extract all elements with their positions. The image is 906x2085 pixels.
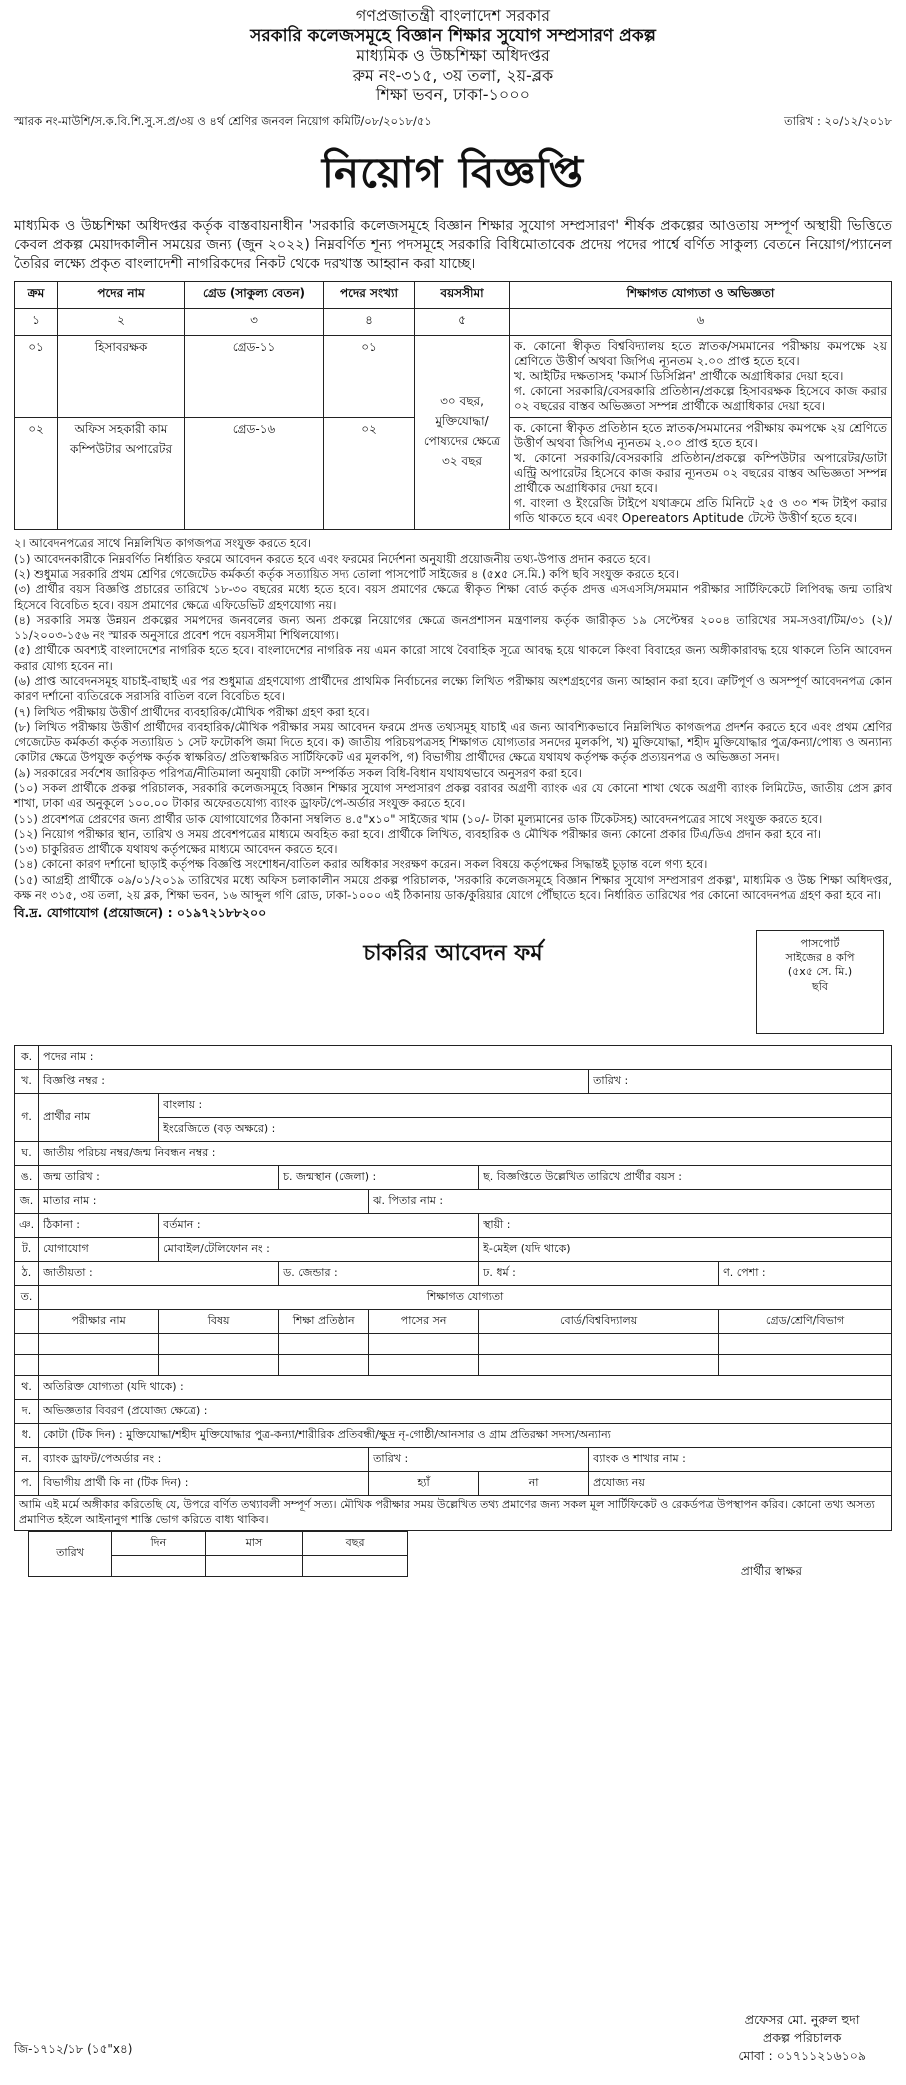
memo-date: তারিখ : ২০/১২/২০১৮ bbox=[784, 113, 892, 128]
row-grade: গ্রেড-১৬ bbox=[185, 418, 324, 530]
edu-cell[interactable] bbox=[479, 1333, 719, 1354]
religion-field[interactable]: ঢ. ধর্ম : bbox=[479, 1261, 719, 1285]
month-input[interactable] bbox=[205, 1555, 302, 1576]
birth-date-field[interactable]: জন্ম তারিখ : bbox=[39, 1165, 279, 1189]
applicant-name-label: প্রার্থীর নাম bbox=[39, 1093, 159, 1141]
vacancy-table bbox=[14, 281, 892, 530]
edu-cell[interactable] bbox=[39, 1354, 159, 1375]
memo-line bbox=[14, 113, 892, 132]
occupation-field[interactable]: ণ. পেশা : bbox=[719, 1261, 892, 1285]
row-grade: গ্রেড-১১ bbox=[185, 336, 324, 418]
header-line-3: মাধ্যমিক ও উচ্চশিক্ষা অধিদপ্তর bbox=[356, 46, 550, 66]
col-number: ৪ bbox=[324, 309, 415, 336]
edu-col-exam: পরীক্ষার নাম bbox=[39, 1309, 159, 1333]
day-input[interactable] bbox=[112, 1555, 206, 1576]
bank-branch-field[interactable]: ব্যাংক ও শাখার নাম : bbox=[589, 1447, 892, 1471]
signatory-designation: প্রকল্প পরিচালক bbox=[762, 2029, 842, 2045]
form-row bbox=[15, 1447, 892, 1471]
col-post-count: পদের সংখ্যা bbox=[324, 282, 415, 309]
form-row bbox=[15, 1093, 892, 1117]
edu-col-subject: বিষয় bbox=[159, 1309, 279, 1333]
edu-cell[interactable] bbox=[159, 1354, 279, 1375]
permanent-address-field[interactable]: স্থায়ী : bbox=[479, 1213, 892, 1237]
edu-cell[interactable] bbox=[279, 1333, 369, 1354]
form-title: চাকরির আবেদন ফর্ম bbox=[363, 940, 543, 966]
photo-label: পাসপোর্ট bbox=[800, 936, 840, 950]
photo-label: (৫x৫ সে. মি.) bbox=[787, 965, 853, 979]
col-qualification: শিক্ষাগত যোগ্যতা ও অভিজ্ঞতা bbox=[510, 282, 892, 309]
row-key: জ. bbox=[15, 1189, 39, 1213]
edu-col-year: পাসের সন bbox=[369, 1309, 479, 1333]
month-label: মাস bbox=[205, 1531, 302, 1555]
condition-item: (৫) প্রার্থীকে অবশ্যই বাংলাদেশের নাগরিক হতে হবে। বাংলাদেশের নাগরিক নয় এমন কারো সাথে বৈবাহিক সূত্রে আবদ্ধ হয়ে থাকলে কিংবা বিবাহের জন্য অঙ্গীকারাবদ্ধ হয়ে থাকলে তিনি আবেদন করার যোগ্য হবেন না। bbox=[14, 643, 892, 673]
row-key: ঞ. bbox=[15, 1213, 39, 1237]
form-row bbox=[15, 1375, 892, 1399]
quota-field[interactable]: কোটা (টিক দিন) : মুক্তিযোদ্ধা/শহীদ মুক্তিযোদ্ধার পুত্র-কন্যা/শারীরিক প্রতিবন্ধী/ক্ষুদ্র নৃ-গোষ্ঠী/আনসার ও গ্রাম প্রতিরক্ষা সদস্য/অন্যান্য bbox=[39, 1423, 892, 1447]
row-key: ঙ. bbox=[15, 1165, 39, 1189]
row-post-name: অফিস সহকারী কাম কম্পিউটার অপারেটর bbox=[58, 418, 185, 530]
edu-col-institution: শিক্ষা প্রতিষ্ঠান bbox=[279, 1309, 369, 1333]
row-qualification bbox=[510, 336, 892, 418]
condition-item: (১০) সকল প্রার্থীকে প্রকল্প পরিচালক, সরকারি কলেজসমূহে বিজ্ঞান শিক্ষার সুযোগ সম্প্রসারণ প্রকল্প বরাবর অগ্রণী ব্যাংক এর যে কোনো শাখা থেকে অগ্রণী ব্যাংক লিমিটেড, জাতীয় প্রেস ক্লাব শাখা, ঢাকা এর অনুকূলে ১০০.০০ টাকার অফেরতযোগ্য ব্যাংক ড্রাফট/পে-অর্ডার সংযুক্ত করতে হবে। bbox=[14, 780, 892, 811]
present-address-field[interactable]: বর্তমান : bbox=[159, 1213, 479, 1237]
form-row bbox=[15, 1471, 892, 1495]
email-field[interactable]: ই-মেইল (যদি থাকে) bbox=[479, 1237, 892, 1261]
row-key bbox=[15, 1333, 39, 1354]
year-input[interactable] bbox=[303, 1555, 408, 1576]
row-key: গ. bbox=[15, 1093, 39, 1141]
condition-item: (১১) প্রবেশপত্র প্রেরণের জন্য প্রার্থীর ডাক যোগাযোগের ঠিকানা সম্বলিত ৪.৫"x১০" সাইজের খাম (১০/- টাকা মূল্যমানের ডাক টিকেটসহ) আবেদনপত্রের সাথে সংযুক্ত করতে হবে। bbox=[14, 811, 823, 826]
form-row bbox=[15, 1045, 892, 1069]
nationality-field[interactable]: জাতীয়তা : bbox=[39, 1261, 279, 1285]
condition-item: (১৪) কোনো কারণ দর্শানো ছাড়াই কর্তৃপক্ষ বিজ্ঞপ্তি সংশোধন/বাতিল করার অধিকার সংরক্ষণ করেন। সকল বিষয়ে কর্তৃপক্ষের সিদ্ধান্তই চূড়ান্ত বলে গণ্য হবে। bbox=[14, 857, 708, 872]
birth-district-field[interactable]: চ. জন্মস্থান (জেলা) : bbox=[279, 1165, 479, 1189]
recruitment-notice-page bbox=[0, 6, 906, 2085]
row-serial: ০২ bbox=[15, 418, 58, 530]
edu-col-grade: গ্রেড/শ্রেণি/বিভাগ bbox=[719, 1309, 892, 1333]
mother-name-field[interactable]: মাতার নাম : bbox=[39, 1189, 369, 1213]
application-form bbox=[14, 936, 892, 1577]
name-english-field[interactable]: ইংরেজিতে (বড় অক্ষরে) : bbox=[159, 1117, 892, 1141]
row-key: ন. bbox=[15, 1447, 39, 1471]
declaration-text: আমি এই মর্মে অঙ্গীকার করিতেছি যে, উপরে বর্ণিত তথ্যাবলী সম্পূর্ণ সত্য। মৌখিক পরীক্ষার সময় উল্লেখিত তথ্য প্রমাণের জন্য সকল মূল সার্টিফিকেট ও রেকর্ডপত্র উপস্থাপন করিব। কোনো তথ্য অসত্য প্রমাণিত হইলে আইনানুগ শাস্তি ভোগ করিতে বাধ্য থাকিব। bbox=[15, 1495, 892, 1530]
row-key bbox=[15, 1309, 39, 1333]
additional-qualification-field[interactable]: অতিরিক্ত যোগ্যতা (যদি থাকে) : bbox=[39, 1375, 892, 1399]
qualification-item: খ. কোনো সরকারি/বেসরকারি প্রতিষ্ঠান/প্রকল্পে কম্পিউটার অপারেটর/ডাটা এন্ট্রি অপারেটর হিসেবে কাজ করার ন্যূনতম ০২ বছরের বাস্তব অভিজ্ঞতা সম্পন্ন প্রার্থীকে অগ্রাধিকার দেয়া হবে। bbox=[514, 451, 887, 496]
name-bangla-field[interactable]: বাংলায় : bbox=[159, 1093, 892, 1117]
col-grade: গ্রেড (সাকুল্য বেতন) bbox=[185, 282, 324, 309]
col-number: ২ bbox=[58, 309, 185, 336]
edu-cell[interactable] bbox=[369, 1333, 479, 1354]
edu-cell[interactable] bbox=[159, 1333, 279, 1354]
row-serial: ০১ bbox=[15, 336, 58, 418]
row-post-count: ০২ bbox=[324, 418, 415, 530]
qualification-item: খ. আইটির দক্ষতাসহ 'কমার্স ডিসিপ্লিন' প্রার্থীকে অগ্রাধিকার দেয়া হবে। bbox=[514, 369, 844, 384]
year-label: বছর bbox=[303, 1531, 408, 1555]
form-row bbox=[15, 1189, 892, 1213]
row-key: ক. bbox=[15, 1045, 39, 1069]
photo-label: সাইজের ৪ কপি bbox=[785, 951, 855, 965]
condition-item: (৮) লিখিত পরীক্ষায় উত্তীর্ণ প্রার্থীদের ব্যবহারিক/মৌখিক পরীক্ষার সময় আবেদন ফরমে প্রদত্ত তথ্যসমূহ যাচাই এর জন্য আবশ্যিকভাবে নিম্নলিখিত কাগজপত্র প্রদর্শন করতে হবে এবং প্রথম শ্রেণির গেজেটেড কর্মকর্তা কর্তৃক সত্যায়িত ১ সেট ফটোকপি জমা দিতে হবে। ক) জাতীয় পরিচয়পত্রসহ শিক্ষাগত যোগ্যতার সনদের মূলকপি, খ) মুক্তিযোদ্ধা, শহীদ মুক্তিযোদ্ধার পুত্র/কন্যা/পোষ্য ও অন্যান্য কোটার ক্ষেত্রে উপযুক্ত কর্তৃপক্ষ কর্তৃক স্বাক্ষরিত/ প্রতিস্বাক্ষরিত সার্টিফিকেট এর মূলকপি, গ) বিভাগীয় প্রার্থীদের ক্ষেত্রে যথাযথ কর্তৃপক্ষ কর্তৃক প্রত্যয়নপত্র ও অভিজ্ঞতা সনদ। bbox=[14, 719, 892, 765]
contact-note: বি.দ্র. যোগাযোগ (প্রয়োজনে) : ০১৯৭২১৮৮২০০ bbox=[14, 905, 267, 921]
qualification-item: ক. কোনো স্বীকৃত প্রতিষ্ঠান হতে স্নাতক/সমমানের পরীক্ষায় কমপক্ষে ২য় শ্রেণিতে উত্তীর্ণ অথবা জিপিএ ন্যূনতম ২.০০ প্রাপ্ত হতে হবে। bbox=[514, 421, 887, 451]
row-key: খ. bbox=[15, 1069, 39, 1093]
header-line-4: রুম নং-৩১৫, ৩য় তলা, ২য়-ব্লক bbox=[352, 65, 554, 85]
date-table bbox=[28, 1531, 408, 1577]
phone-field[interactable]: মোবাইল/টেলিফোন নং : bbox=[159, 1237, 479, 1261]
qualification-item: গ. কোনো সরকারি/বেসরকারি প্রতিষ্ঠান/প্রকল্পে হিসাবরক্ষক হিসেবে কাজ করার ০২ বছরের বাস্তব অভিজ্ঞতা সম্পন্ন প্রার্থীকে অগ্রাধিকার দেয়া হবে। bbox=[514, 384, 887, 414]
form-row bbox=[15, 1423, 892, 1447]
form-row bbox=[15, 1285, 892, 1309]
row-post-count: ০১ bbox=[324, 336, 415, 418]
education-blank-row bbox=[15, 1354, 892, 1375]
day-label: দিন bbox=[112, 1531, 206, 1555]
form-row bbox=[15, 1237, 892, 1261]
col-number: ৬ bbox=[510, 309, 892, 336]
form-row bbox=[15, 1069, 892, 1093]
row-key: ঠ. bbox=[15, 1261, 39, 1285]
memo-reference: স্মারক নং-মাউশি/স.ক.বি.শি.সু.স.প্র/৩য় ও ৪র্থ শ্রেণির জনবল নিয়োগ কমিটি/০৮/২০১৮/৫১ bbox=[14, 113, 432, 128]
col-age-limit: বয়সসীমা bbox=[415, 282, 510, 309]
condition-item: (৬) প্রাপ্ত আবেদনসমূহ যাচাই-বাছাই এর পর শুধুমাত্র গ্রহণযোগ্য প্রার্থীদের প্রাথমিক নির্বাচনের লক্ষ্যে লিখিত পরীক্ষায় অংশগ্রহণের জন্য আহ্বান করা হবে। ত্রুটিপূর্ণ ও অসম্পূর্ণ আবেদনপত্র কোন কারণ দর্শানো ব্যতিরেকে সরাসরি বাতিল বলে বিবেচিত হবে। bbox=[14, 674, 892, 704]
date-label: তারিখ bbox=[29, 1531, 112, 1576]
father-name-field[interactable]: ঝ. পিতার নাম : bbox=[369, 1189, 892, 1213]
signatory-mobile: মোবা : ০১৭১১২১৬১০৯ bbox=[738, 2047, 866, 2063]
option-no[interactable]: না bbox=[479, 1471, 589, 1495]
vacancy-table-header bbox=[15, 282, 892, 309]
form-row bbox=[15, 1495, 892, 1530]
gender-field[interactable]: ড. জেন্ডার : bbox=[279, 1261, 479, 1285]
col-number: ৫ bbox=[415, 309, 510, 336]
edu-col-board: বোর্ড/বিশ্ববিদ্যালয় bbox=[479, 1309, 719, 1333]
office-header bbox=[14, 6, 892, 105]
col-number: ১ bbox=[15, 309, 58, 336]
form-row bbox=[15, 1309, 892, 1333]
condition-item: (১৩) চাকুরিরত প্রার্থীকে যথাযথ কর্তৃপক্ষের মাধ্যমে আবেদন করতে হবে। bbox=[14, 842, 338, 857]
row-qualification bbox=[510, 418, 892, 530]
edu-cell[interactable] bbox=[39, 1333, 159, 1354]
col-post-name: পদের নাম bbox=[58, 282, 185, 309]
condition-item: (১) আবেদনকারীকে নিম্নবর্ণিত নির্ধারিত ফরমে আবেদন করতে হবে এবং ফরমের নির্দেশনা অনুযায়ী প্রয়োজনীয় তথ্য-উপাত্ত প্রদান করতে হবে। bbox=[14, 551, 651, 566]
header-line-1: গণপ্রজাতন্ত্রী বাংলাদেশ সরকার bbox=[355, 6, 551, 25]
notice-intro: মাধ্যমিক ও উচ্চশিক্ষা অধিদপ্তর কর্তৃক বাস্তবায়নাধীন 'সরকারি কলেজসমূহে বিজ্ঞান শিক্ষার সুযোগ সম্প্রসারণ' শীর্ষক প্রকল্পের আওতায় সম্পূর্ণ অস্থায়ী ভিত্তিতে কেবল প্রকল্প মেয়াদকালীন সময়ের জন্য (জুন ২০২২) নিম্নবর্ণিত শূন্য পদসমূহে সরকারি বিধিমোতাবেক প্রদেয় পদের পার্শ্বে বর্ণিত সাকুল্য বেতনে নিয়োগ/প্যানেল তৈরির লক্ষ্যে প্রকৃত বাংলাদেশী নাগরিকদের নিকট থেকে দরখাস্ত আহ্বান করা যাচ্ছে। bbox=[14, 217, 892, 272]
row-key: থ. bbox=[15, 1375, 39, 1399]
condition-item: (১৫) আগ্রহী প্রার্থীকে ০৯/০১/২০১৯ তারিখের মধ্যে অফিস চলাকালীন সময়ে প্রকল্প পরিচালক, 'সরকারি কলেজসমূহে বিজ্ঞান শিক্ষার সুযোগ সম্প্রসারণ প্রকল্প', মাধ্যমিক ও উচ্চ শিক্ষা অধিদপ্তর, কক্ষ নং ৩১৫, ৩য় তলা, ২য় ব্লক, শিক্ষা ভবন, ১৬ আব্দুল গণি রোড, ঢাকা-১০০০ এই ঠিকানায় ডাক/কুরিয়ার যোগে পৌঁছাতে হবে। নির্ধারিত তারিখের পর কোনো আবেদনপত্র গ্রহণ করা হবে না। bbox=[14, 872, 892, 902]
notice-date-field[interactable]: তারিখ : bbox=[589, 1069, 892, 1093]
row-key: প. bbox=[15, 1471, 39, 1495]
edu-cell[interactable] bbox=[719, 1354, 892, 1375]
condition-item: (২) শুধুমাত্র সরকারি প্রথম শ্রেণির গেজেটেড কর্মকর্তা কর্তৃক সত্যায়িত সদ্য তোলা পাসপোর্ট সাইজের ৪ (৫x৫ সে.মি.) কপি ছবি সংযুক্ত করতে হবে। bbox=[14, 567, 679, 582]
bank-draft-date-field[interactable]: তারিখ : bbox=[369, 1447, 589, 1471]
address-label: ঠিকানা : bbox=[39, 1213, 159, 1237]
option-not-applicable[interactable]: প্রযোজ্য নয় bbox=[589, 1471, 892, 1495]
notice-title: নিয়োগ বিজ্ঞপ্তি bbox=[321, 147, 585, 197]
nid-field[interactable]: জাতীয় পরিচয় নম্বর/জন্ম নিবন্ধন নম্বর : bbox=[39, 1141, 892, 1165]
option-yes[interactable]: হ্যাঁ bbox=[369, 1471, 479, 1495]
qualification-item: গ. বাংলা ও ইংরেজি টাইপে যথাক্রমে প্রতি মিনিটে ২৫ ও ৩০ শব্দ টাইপ করার গতি থাকতে হবে এবং Opereators Aptitude টেস্টে উত্তীর্ণ হতে হবে। bbox=[514, 496, 887, 526]
post-name-field[interactable]: পদের নাম : bbox=[39, 1045, 892, 1069]
experience-field[interactable]: অভিজ্ঞতার বিবরণ (প্রযোজ্য ক্ষেত্রে) : bbox=[39, 1399, 892, 1423]
print-code: জি-১৭১২/১৮ (১৫"x৪) bbox=[14, 2042, 133, 2056]
photo-box bbox=[756, 930, 884, 1034]
edu-cell[interactable] bbox=[479, 1354, 719, 1375]
condition-item: (৭) লিখিত পরীক্ষায় উত্তীর্ণ প্রার্থীদের ব্যবহারিক/মৌখিক পরীক্ষা গ্রহণ করা হবে। bbox=[14, 704, 370, 719]
vacancy-column-numbers bbox=[15, 309, 892, 336]
header-line-5: শিক্ষা ভবন, ঢাকা-১০০০ bbox=[375, 85, 531, 105]
row-post-name: হিসাবরক্ষক bbox=[58, 336, 185, 418]
education-heading: শিক্ষাগত যোগ্যতা bbox=[39, 1285, 892, 1309]
condition-item: (১২) নিয়োগ পরীক্ষার স্থান, তারিখ ও সময় প্রবেশপত্রের মাধ্যমে অবহিত করা হবে। প্রার্থীকে লিখিত, ব্যবহারিক ও মৌখিক পরীক্ষার জন্য কোনো প্রকার টিএ/ডিএ প্রদান করা হবে না। bbox=[14, 826, 822, 841]
education-blank-row bbox=[15, 1333, 892, 1354]
condition-item: ২। আবেদনপত্রের সাথে নিম্নলিখিত কাগজপত্র সংযুক্ত করতে হবে। bbox=[14, 536, 312, 551]
qualification-item: ক. কোনো স্বীকৃত বিশ্ববিদ্যালয় হতে স্নাতক/সমমানের পরীক্ষায় কমপক্ষে ২য় শ্রেণিতে উত্তীর্ণ অথবা জিপিএ ন্যূনতম ২.০০ প্রাপ্ত হতে হবে। bbox=[514, 339, 887, 369]
edu-cell[interactable] bbox=[719, 1333, 892, 1354]
form-row bbox=[15, 1261, 892, 1285]
row-key: ত. bbox=[15, 1285, 39, 1309]
bank-draft-field[interactable]: ব্যাংক ড্রাফট/পেঅর্ডার নং : bbox=[39, 1447, 369, 1471]
form-row bbox=[15, 1399, 892, 1423]
row-key: দ. bbox=[15, 1399, 39, 1423]
row-age-limit: ৩০ বছর, মুক্তিযোদ্ধা/পোষ্যদের ক্ষেত্রে ৩২ বছর bbox=[415, 336, 510, 530]
signatory-block bbox=[738, 2011, 866, 2065]
form-row bbox=[15, 1141, 892, 1165]
table-row bbox=[15, 336, 892, 418]
row-key bbox=[15, 1354, 39, 1375]
form-table bbox=[14, 1045, 892, 1531]
header-line-2: সরকারি কলেজসমূহে বিজ্ঞান শিক্ষার সুযোগ সম্প্রসারণ প্রকল্প bbox=[250, 25, 656, 46]
row-key: ধ. bbox=[15, 1423, 39, 1447]
age-field[interactable]: ছ. বিজ্ঞপ্তিতে উল্লেখিত তারিখে প্রার্থীর বয়স : bbox=[479, 1165, 892, 1189]
signatory-name: প্রফেসর মো. নুরুল হুদা bbox=[744, 2011, 860, 2027]
edu-cell[interactable] bbox=[369, 1354, 479, 1375]
col-number: ৩ bbox=[185, 309, 324, 336]
notice-number-field[interactable]: বিজ্ঞপ্তি নম্বর : bbox=[39, 1069, 589, 1093]
photo-label: ছবি bbox=[812, 979, 828, 993]
form-row bbox=[15, 1213, 892, 1237]
departmental-label: বিভাগীয় প্রার্থী কি না (টিক দিন) : bbox=[39, 1471, 369, 1495]
form-row bbox=[15, 1165, 892, 1189]
conditions-list bbox=[14, 536, 892, 921]
col-serial: ক্রম bbox=[15, 282, 58, 309]
row-key: ট. bbox=[15, 1237, 39, 1261]
applicant-signature-label: প্রার্থীর স্বাক্ষর bbox=[740, 1563, 802, 1578]
condition-item: (৩) প্রার্থীর বয়স বিজ্ঞপ্তি প্রচারের তারিখে ১৮-৩০ বছরের মধ্যে হতে হবে। বয়স প্রমাণের ক্ষেত্রে স্বীকৃত শিক্ষা বোর্ড কর্তৃক প্রদত্ত এসএসসি/সমমান পরীক্ষার সার্টিফিকেটে লিপিবদ্ধ জন্ম তারিখ হিসেবে বিবেচিত হবে। বয়স প্রমাণের ক্ষেত্রে এফিডেভিট গ্রহণযোগ্য নয়। bbox=[14, 582, 892, 612]
condition-item: (৯) সরকারের সর্বশেষ জারিকৃত পরিপত্র/নীতিমালা অনুযায়ী কোটা সম্পর্কিত সকল বিধি-বিধান যথাযথভাবে অনুসরণ করা হবে। bbox=[14, 765, 582, 780]
date-row bbox=[29, 1531, 408, 1555]
contact-label: যোগাযোগ bbox=[39, 1237, 159, 1261]
row-key: ঘ. bbox=[15, 1141, 39, 1165]
condition-item: (৪) সরকারি সমস্ত উন্নয়ন প্রকল্পের সমপদের জনবলের জন্য অন্য প্রকল্পে নিয়োগের ক্ষেত্রে জনপ্রশাসন মন্ত্রণালয় কর্তৃক জারীকৃত ১৯ সেপ্টেম্বর ২০০৪ তারিখের সম-সওবা/টিম/৩১ (২)/১১/২০০৩-১৫৬ নং স্মারক অনুসারে প্রবেশ পদে বয়সসীমা শিথিলযোগ্য। bbox=[14, 612, 892, 643]
edu-cell[interactable] bbox=[279, 1354, 369, 1375]
